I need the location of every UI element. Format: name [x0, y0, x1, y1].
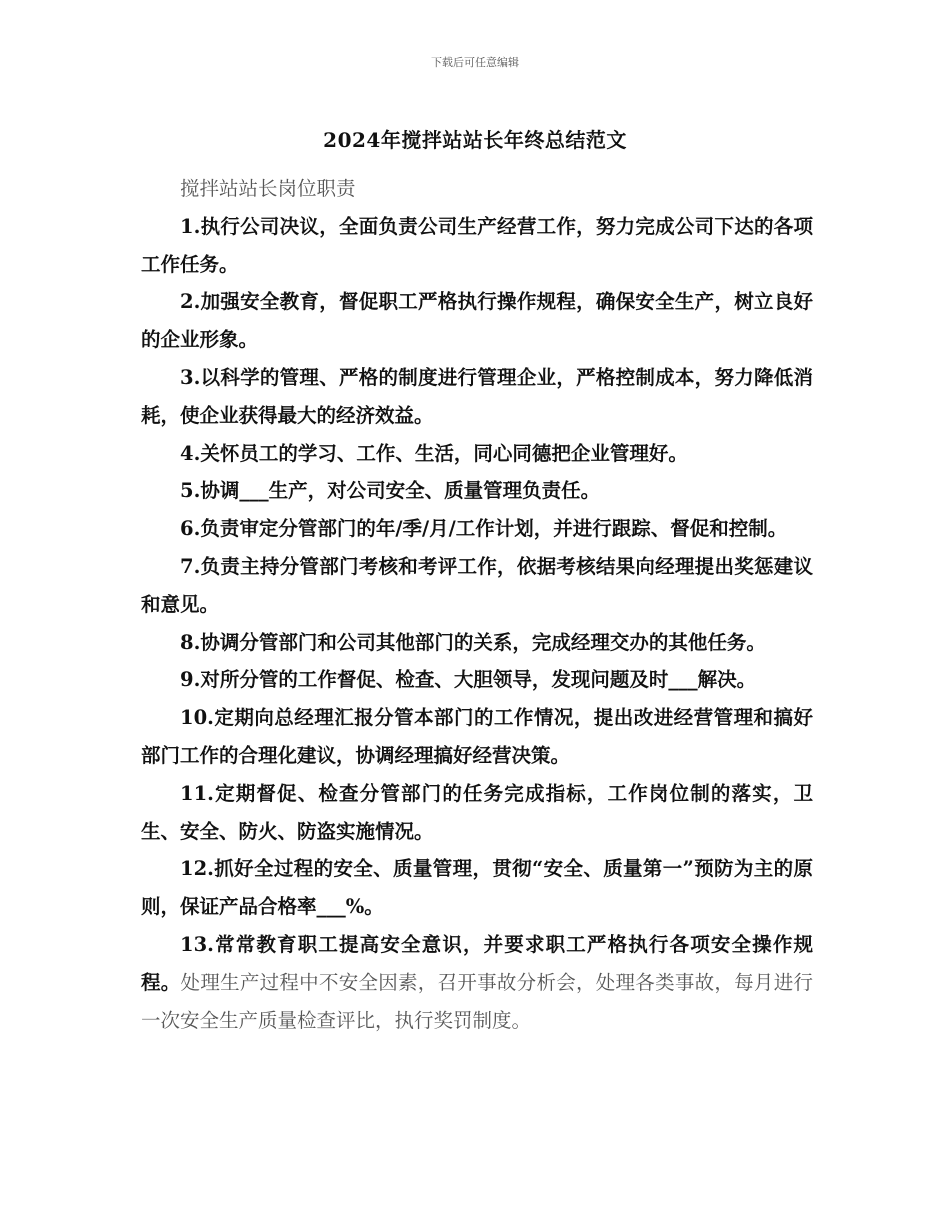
- duty-item-13-main: 13.常常教育职工提高安全意识，并要求职工严格执行各项安全操作规程。: [141, 932, 813, 994]
- page-header-note: 下载后可任意编辑: [431, 56, 519, 69]
- document-body: [141, 170, 813, 1039]
- duty-item-7: 7.负责主持分管部门考核和考评工作，依据考核结果向经理提出奖惩建议和意见。: [141, 554, 813, 616]
- document-title: 2024年搅拌站站长年终总结范文: [323, 128, 627, 152]
- duty-item-6: 6.负责审定分管部门的年/季/月/工作计划，并进行跟踪、督促和控制。: [180, 517, 788, 541]
- duty-item-1: 1.执行公司决议，全面负责公司生产经营工作，努力完成公司下达的各项工作任务。: [141, 214, 813, 276]
- duty-item-3: 3.以科学的管理、严格的制度进行管理企业，严格控制成本，努力降低消耗，使企业获得最大的经济效益。: [141, 365, 813, 427]
- duty-item-10: 10.定期向总经理汇报分管本部门的工作情况，提出改进经营管理和搞好部门工作的合理化建议，协调经理搞好经营决策。: [141, 706, 813, 767]
- duty-item-13: [141, 926, 813, 1039]
- duty-item-9: 9.对所分管的工作督促、检查、大胆领导，发现问题及时___解决。: [180, 668, 757, 692]
- duty-item-8: 8.协调分管部门和公司其他部门的关系，完成经理交办的其他任务。: [180, 630, 766, 654]
- duty-item-11: 11.定期督促、检查分管部门的任务完成指标，工作岗位制的落实，卫生、安全、防火、防盗实施情况。: [141, 781, 813, 843]
- duty-item-13-continued: 处理生产过程中不安全因素，召开事故分析会，处理各类事故，每月进行一次安全生产质量检查评比，执行奖罚制度。: [141, 970, 813, 1032]
- duty-item-12: 12.抓好全过程的安全、质量管理，贯彻“安全、质量第一”预防为主的原则，保证产品合格率___%。: [141, 857, 813, 919]
- duty-item-2: 2.加强安全教育，督促职工严格执行操作规程，确保安全生产，树立良好的企业形象。: [141, 290, 813, 352]
- section-heading: 搅拌站站长岗位职责: [180, 177, 356, 200]
- duty-item-4: 4.关怀员工的学习、工作、生活，同心同德把企业管理好。: [180, 441, 688, 465]
- duty-item-5: 5.协调___生产，对公司安全、质量管理负责任。: [180, 479, 601, 503]
